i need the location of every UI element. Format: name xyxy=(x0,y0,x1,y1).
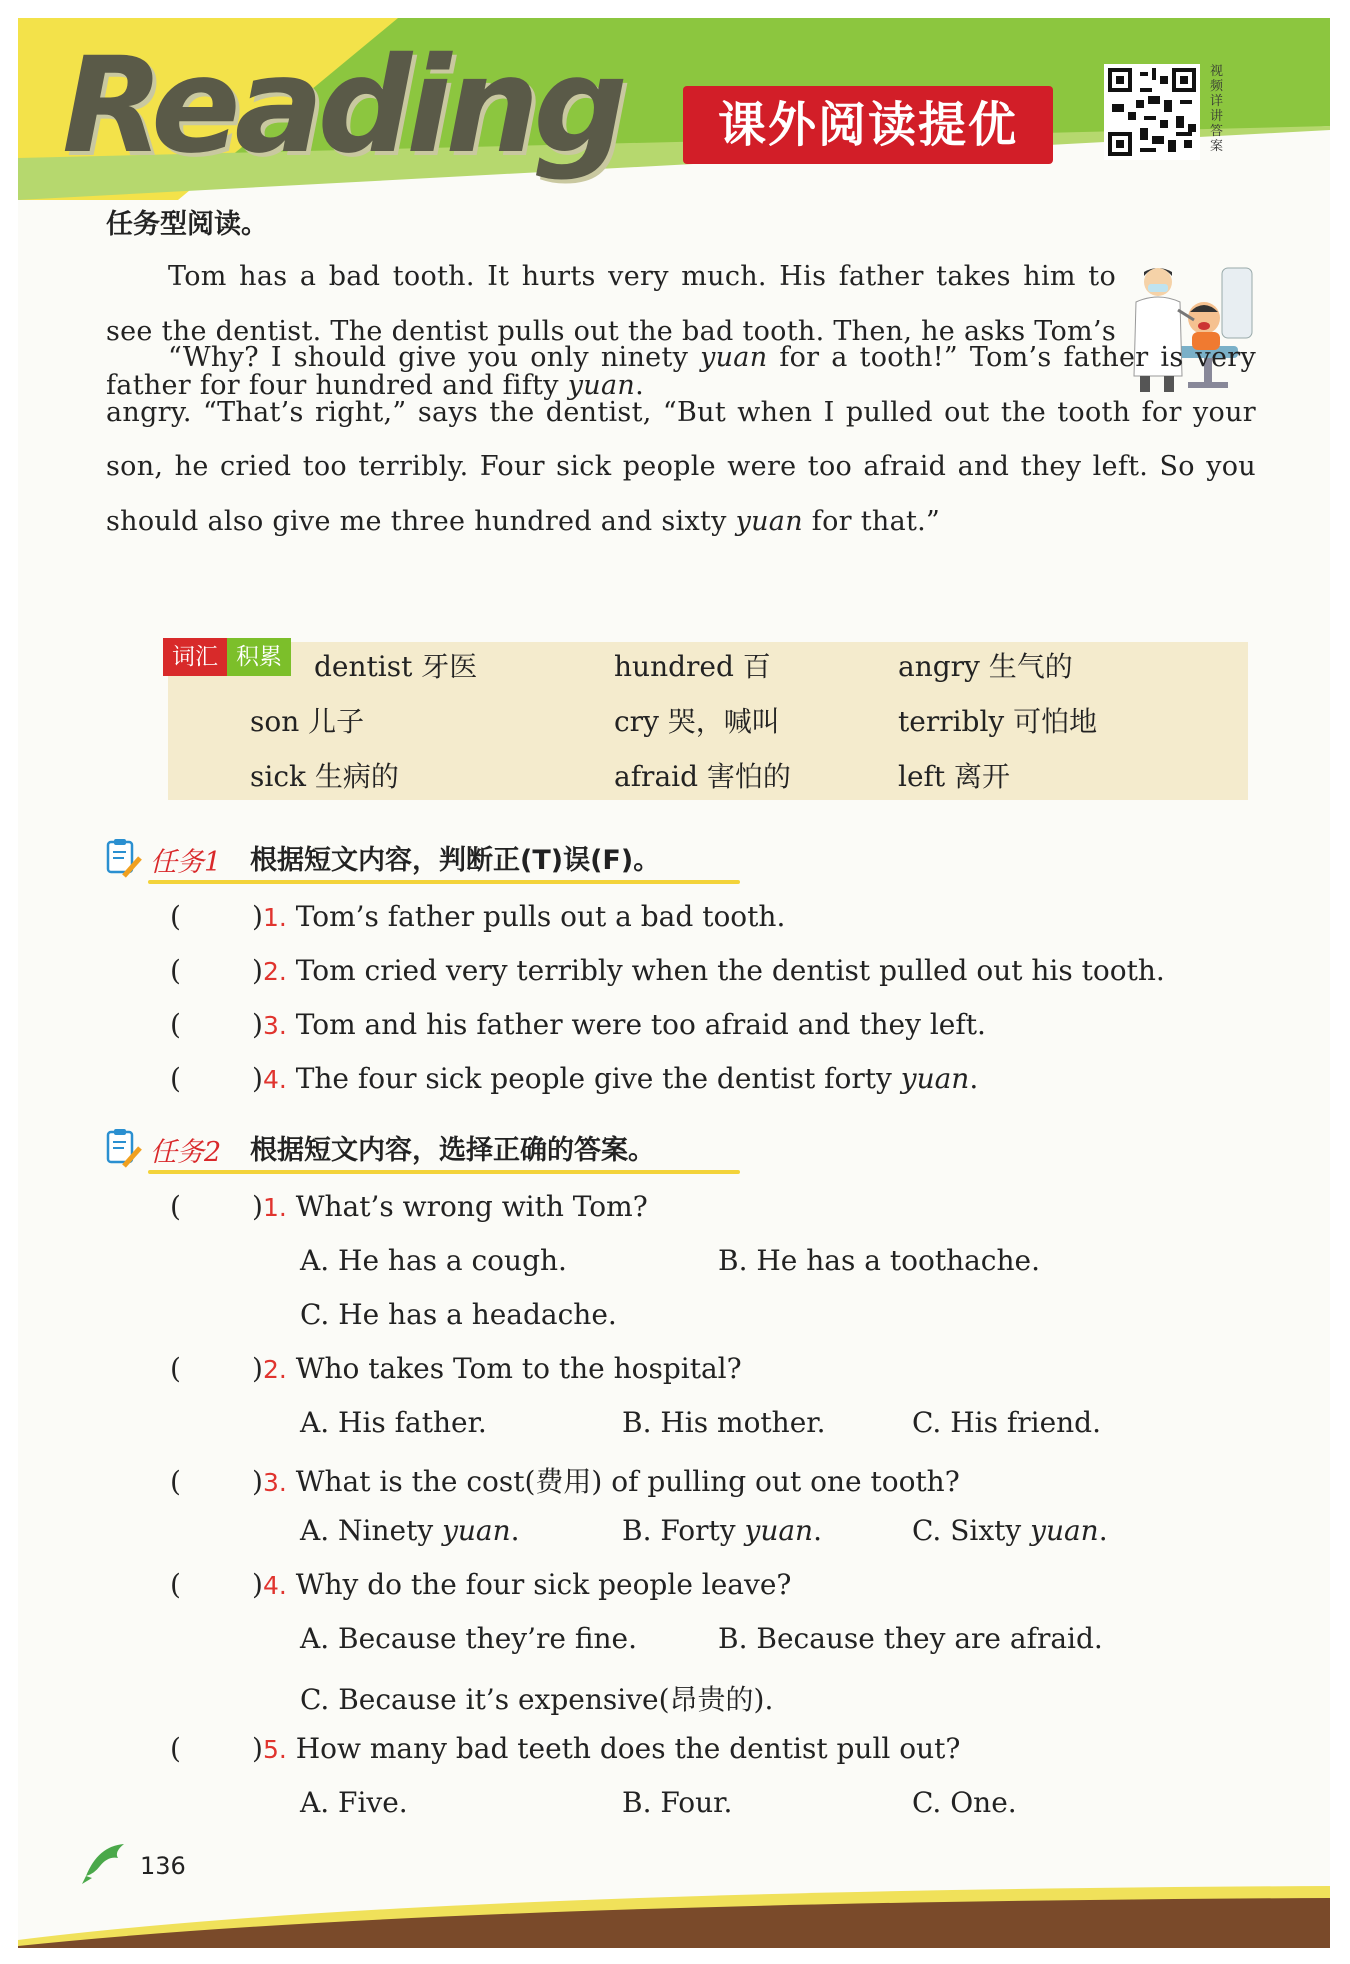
option[interactable]: C. He has a headache. xyxy=(300,1298,617,1331)
p2-yuan-2: yuan xyxy=(735,505,803,537)
answer-blank[interactable]: ( xyxy=(170,1008,181,1041)
p2-text-b: for a tooth!” Tom’s father is very angry. “That’s right,” says the dentist, “But when I pulled out the tooth for your son, he cried too terribly. Four sick people were too afraid and they left. So you should also give me three hundred and sixty xyxy=(106,342,1256,537)
vocab-item: terribly 可怕地 xyxy=(898,705,1098,738)
p1-text-a: Tom has a bad tooth. It hurts very much. His father takes him to see the dentist. The dentist pulls out the bad tooth. Then, he asks Tom’s father for four hundred and fifty xyxy=(106,261,1116,401)
answer-blank[interactable]: ( xyxy=(170,1190,181,1223)
p2-text-c: for that.” xyxy=(802,505,941,537)
vocab-tag xyxy=(163,638,291,676)
option[interactable]: B. Four. xyxy=(622,1786,733,1819)
vocab-item: sick 生病的 xyxy=(250,760,399,793)
vocab-tag-a: 词汇 xyxy=(163,638,227,676)
clipboard-pencil-icon xyxy=(104,1126,144,1170)
qr-code[interactable] xyxy=(1104,64,1200,160)
task1-underline xyxy=(148,880,740,884)
option[interactable]: C. Sixty yuan. xyxy=(912,1514,1108,1547)
task2-question: ( )4. Why do the four sick people leave? xyxy=(170,1568,792,1601)
answer-blank[interactable]: ( xyxy=(170,1568,181,1601)
vocab-tag-b: 积累 xyxy=(227,638,291,676)
task2-question: ( )3. What is the cost(费用) of pulling out one tooth? xyxy=(170,1465,960,1498)
option[interactable]: B. Forty yuan. xyxy=(622,1514,822,1547)
answer-blank[interactable]: ( xyxy=(170,1062,181,1095)
header-banner xyxy=(18,18,1330,200)
answer-blank[interactable]: ( xyxy=(170,1732,181,1765)
option[interactable]: C. One. xyxy=(912,1786,1017,1819)
task1-question: ( )3. Tom and his father were too afraid and they left. xyxy=(170,1008,986,1041)
footer-decoration xyxy=(18,1880,1330,1948)
answer-blank[interactable]: ( xyxy=(170,1352,181,1385)
clipboard-pencil-icon xyxy=(104,836,144,880)
banner-word: Reading xyxy=(62,29,622,183)
p1-text-b: . xyxy=(635,370,644,401)
task1-question: ( )4. The four sick people give the dentist forty yuan. xyxy=(170,1062,979,1095)
option[interactable]: B. He has a toothache. xyxy=(718,1244,1040,1277)
option[interactable]: C. Because it’s expensive(昂贵的). xyxy=(300,1683,774,1716)
banner-cn-title: 课外阅读提优 xyxy=(683,86,1053,164)
answer-blank[interactable]: ( xyxy=(170,1465,181,1498)
passage-p2 xyxy=(106,331,1256,549)
vocab-item: angry 生气的 xyxy=(898,650,1073,683)
task1-instruction: 根据短文内容，判断正(T)误(F)。 xyxy=(250,845,661,876)
task1-question: ( )2. Tom cried very terribly when the dentist pulled out his tooth. xyxy=(170,954,1165,987)
qr-caption: 视频详讲答案 xyxy=(1210,64,1224,154)
task2-question: ( )5. How many bad teeth does the dentist pull out? xyxy=(170,1732,961,1765)
task1-question: ( )1. Tom’s father pulls out a bad tooth. xyxy=(170,900,786,933)
task1-label: 任务1 xyxy=(150,847,222,878)
task2-underline xyxy=(148,1170,740,1174)
option[interactable]: A. Five. xyxy=(300,1786,408,1819)
vocab-item: afraid 害怕的 xyxy=(614,760,791,793)
option[interactable]: C. His friend. xyxy=(912,1406,1101,1439)
option[interactable]: A. Because they’re fine. xyxy=(300,1622,638,1655)
task2-header xyxy=(104,1126,744,1170)
option[interactable]: B. Because they are afraid. xyxy=(718,1622,1103,1655)
option[interactable]: A. He has a cough. xyxy=(300,1244,567,1277)
page-number: 136 xyxy=(140,1852,186,1880)
task2-instruction: 根据短文内容，选择正确的答案。 xyxy=(250,1135,655,1166)
task2-question: ( )2. Who takes Tom to the hospital? xyxy=(170,1352,742,1385)
answer-blank[interactable]: ( xyxy=(170,954,181,987)
p2-yuan-1: yuan xyxy=(700,342,768,373)
task2-label: 任务2 xyxy=(150,1137,222,1168)
task2-question: ( )1. What’s wrong with Tom? xyxy=(170,1190,648,1223)
p2-text-a: “Why? I should give you only ninety xyxy=(168,342,701,373)
section-title: 任务型阅读。 xyxy=(106,209,268,240)
vocab-item: son 儿子 xyxy=(250,705,365,738)
option[interactable]: A. Ninety yuan. xyxy=(300,1514,520,1547)
vocab-item: dentist 牙医 xyxy=(314,650,478,683)
p1-yuan: yuan xyxy=(567,370,636,401)
vocab-item: left 离开 xyxy=(898,760,1011,793)
option[interactable]: B. His mother. xyxy=(622,1406,826,1439)
option[interactable]: A. His father. xyxy=(300,1406,487,1439)
answer-blank[interactable]: ( xyxy=(170,900,181,933)
task1-header xyxy=(104,836,744,880)
vocab-item: cry 哭，喊叫 xyxy=(614,705,780,738)
vocab-item: hundred 百 xyxy=(614,650,771,683)
dolphin-icon xyxy=(80,1836,130,1886)
